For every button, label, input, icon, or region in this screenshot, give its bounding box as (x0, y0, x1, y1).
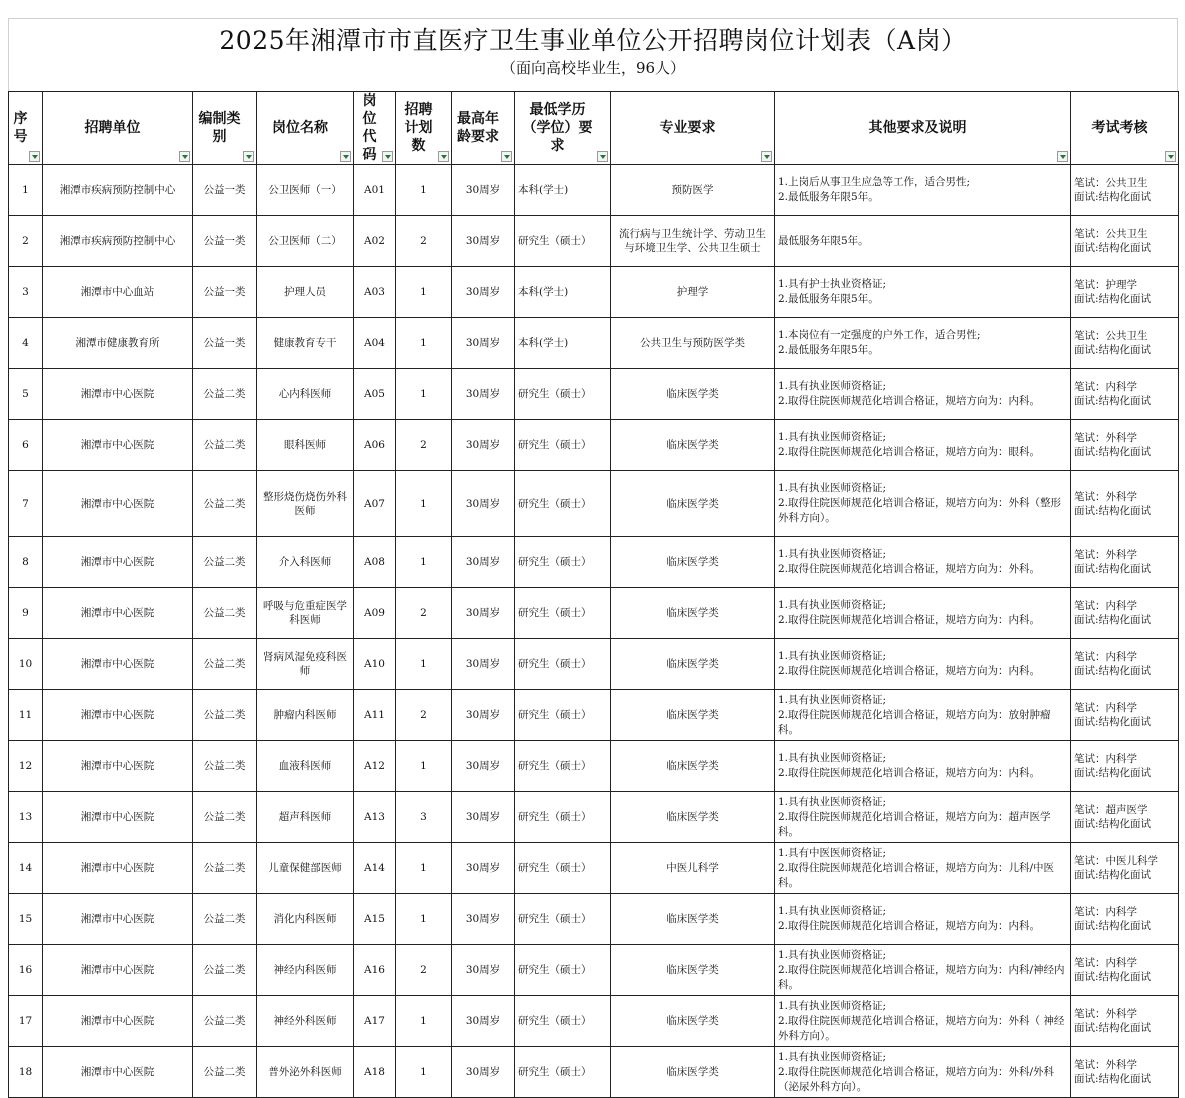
cell-major[interactable]: 临床医学类 (611, 1047, 775, 1098)
table-row (9, 741, 1179, 792)
cell-exam[interactable]: 笔试：外科学 面试:结构化面试 (1071, 1047, 1179, 1098)
table-row (9, 945, 1179, 996)
cell-no[interactable]: 2 (9, 216, 43, 267)
cell-post[interactable]: 神经内科医师 (257, 945, 354, 996)
cell-post[interactable]: 介入科医师 (257, 537, 354, 588)
cell-age[interactable]: 30周岁 (452, 1047, 515, 1098)
header-unit[interactable]: 招聘单位 (43, 92, 193, 165)
cell-major[interactable]: 临床医学类 (611, 369, 775, 420)
header-other[interactable]: 其他要求及说明 (775, 92, 1071, 165)
cell-type[interactable]: 公益二类 (193, 537, 257, 588)
cell-post[interactable]: 健康教育专干 (257, 318, 354, 369)
cell-plan[interactable]: 1 (396, 369, 452, 420)
cell-code[interactable]: A14 (354, 843, 396, 894)
cell-age[interactable]: 30周岁 (452, 690, 515, 741)
cell-age[interactable]: 30周岁 (452, 792, 515, 843)
cell-exam[interactable]: 笔试：护理学 面试:结构化面试 (1071, 267, 1179, 318)
cell-post[interactable]: 整形烧伤烧伤外科医师 (257, 471, 354, 537)
cell-no[interactable]: 17 (9, 996, 43, 1047)
cell-exam[interactable]: 笔试：内科学 面试:结构化面试 (1071, 945, 1179, 996)
cell-exam[interactable]: 笔试：外科学 面试:结构化面试 (1071, 537, 1179, 588)
cell-type[interactable]: 公益一类 (193, 216, 257, 267)
cell-other[interactable]: 1.具有执业医师资格证; 2.取得住院医师规范化培训合格证，规培方向为：眼科。 (775, 420, 1071, 471)
filter-dropdown-icon[interactable] (179, 151, 190, 162)
cell-code[interactable]: A11 (354, 690, 396, 741)
table-row (9, 318, 1179, 369)
cell-unit[interactable]: 湘潭市中心医院 (43, 690, 193, 741)
cell-edu[interactable]: 研究生（硕士） (515, 216, 611, 267)
cell-unit[interactable]: 湘潭市中心医院 (43, 537, 193, 588)
cell-type[interactable]: 公益二类 (193, 1047, 257, 1098)
cell-unit[interactable]: 湘潭市中心医院 (43, 843, 193, 894)
cell-type[interactable]: 公益二类 (193, 894, 257, 945)
table-body (9, 165, 1179, 1098)
cell-type[interactable]: 公益二类 (193, 792, 257, 843)
cell-other[interactable]: 1.具有执业医师资格证; 2.取得住院医师规范化培训合格证，规培方向为：外科（ 神经外科方向）。 (775, 996, 1071, 1047)
filter-dropdown-icon[interactable] (340, 151, 351, 162)
cell-unit[interactable]: 湘潭市中心医院 (43, 945, 193, 996)
cell-other[interactable]: 1.具有执业医师资格证; 2.取得住院医师规范化培训合格证，规培方向为：内科。 (775, 639, 1071, 690)
page-subtitle: （面向高校毕业生，96人） (500, 59, 686, 77)
filter-dropdown-icon[interactable] (382, 151, 393, 162)
cell-age[interactable]: 30周岁 (452, 945, 515, 996)
filter-dropdown-icon[interactable] (501, 151, 512, 162)
cell-exam[interactable]: 笔试：内科学 面试:结构化面试 (1071, 690, 1179, 741)
cell-unit[interactable]: 湘潭市中心医院 (43, 471, 193, 537)
cell-no[interactable]: 1 (9, 165, 43, 216)
cell-other[interactable]: 1.具有执业医师资格证; 2.取得住院医师规范化培训合格证，规培方向为：超声医学科。 (775, 792, 1071, 843)
cell-no[interactable]: 16 (9, 945, 43, 996)
cell-age[interactable]: 30周岁 (452, 420, 515, 471)
cell-other[interactable]: 1.上岗后从事卫生应急等工作，适合男性; 2.最低服务年限5年。 (775, 165, 1071, 216)
cell-other[interactable]: 最低服务年限5年。 (775, 216, 1071, 267)
cell-type[interactable]: 公益二类 (193, 741, 257, 792)
cell-other[interactable]: 1.具有执业医师资格证; 2.取得住院医师规范化培训合格证，规培方向为：内科。 (775, 894, 1071, 945)
cell-post[interactable]: 超声科医师 (257, 792, 354, 843)
cell-type[interactable]: 公益二类 (193, 996, 257, 1047)
cell-code[interactable]: A08 (354, 537, 396, 588)
header-type[interactable]: 编制类别 (193, 92, 257, 165)
cell-post[interactable]: 护理人员 (257, 267, 354, 318)
cell-age[interactable]: 30周岁 (452, 369, 515, 420)
cell-post[interactable]: 眼科医师 (257, 420, 354, 471)
cell-plan[interactable]: 1 (396, 639, 452, 690)
cell-plan[interactable]: 3 (396, 792, 452, 843)
cell-age[interactable]: 30周岁 (452, 588, 515, 639)
header-plan[interactable]: 招聘计划数 (396, 92, 452, 165)
cell-type[interactable]: 公益一类 (193, 267, 257, 318)
filter-dropdown-icon[interactable] (243, 151, 254, 162)
cell-unit[interactable]: 湘潭市健康教育所 (43, 318, 193, 369)
table-header-row (9, 92, 1179, 165)
cell-code[interactable]: A07 (354, 471, 396, 537)
cell-code[interactable]: A09 (354, 588, 396, 639)
cell-unit[interactable]: 湘潭市中心医院 (43, 420, 193, 471)
cell-major[interactable]: 临床医学类 (611, 996, 775, 1047)
table-row (9, 216, 1179, 267)
cell-unit[interactable]: 湘潭市中心医院 (43, 741, 193, 792)
table-row (9, 1047, 1179, 1098)
cell-age[interactable]: 30周岁 (452, 318, 515, 369)
cell-exam[interactable]: 笔试：超声医学 面试:结构化面试 (1071, 792, 1179, 843)
cell-type[interactable]: 公益一类 (193, 165, 257, 216)
cell-unit[interactable]: 湘潭市中心血站 (43, 267, 193, 318)
cell-post[interactable]: 公卫医师（二） (257, 216, 354, 267)
cell-no[interactable]: 7 (9, 471, 43, 537)
header-no[interactable]: 序号 (9, 92, 43, 165)
header-post[interactable]: 岗位名称 (257, 92, 354, 165)
cell-other[interactable]: 1.具有执业医师资格证; 2.取得住院医师规范化培训合格证，规培方向为：内科。 (775, 588, 1071, 639)
cell-no[interactable]: 6 (9, 420, 43, 471)
cell-major[interactable]: 预防医学 (611, 165, 775, 216)
filter-dropdown-icon[interactable] (1057, 151, 1068, 162)
cell-post[interactable]: 公卫医师（一） (257, 165, 354, 216)
cell-post[interactable]: 神经外科医师 (257, 996, 354, 1047)
cell-code[interactable]: A17 (354, 996, 396, 1047)
cell-plan[interactable]: 1 (396, 318, 452, 369)
cell-code[interactable]: A01 (354, 165, 396, 216)
cell-other[interactable]: 1.具有执业医师资格证; 2.取得住院医师规范化培训合格证，规培方向为：放射肿瘤科。 (775, 690, 1071, 741)
cell-unit[interactable]: 湘潭市中心医院 (43, 588, 193, 639)
cell-code[interactable]: A12 (354, 741, 396, 792)
cell-unit[interactable]: 湘潭市疾病预防控制中心 (43, 165, 193, 216)
cell-other[interactable]: 1.具有执业医师资格证; 2.取得住院医师规范化培训合格证，规培方向为：内科/神经内科。 (775, 945, 1071, 996)
table-row (9, 537, 1179, 588)
filter-dropdown-icon[interactable] (1165, 151, 1176, 162)
cell-exam[interactable]: 笔试：内科学 面试:结构化面试 (1071, 894, 1179, 945)
cell-unit[interactable]: 湘潭市中心医院 (43, 792, 193, 843)
cell-exam[interactable]: 笔试：内科学 面试:结构化面试 (1071, 588, 1179, 639)
cell-no[interactable]: 4 (9, 318, 43, 369)
cell-edu[interactable]: 研究生（硕士） (515, 945, 611, 996)
cell-exam[interactable]: 笔试：公共卫生 面试:结构化面试 (1071, 165, 1179, 216)
header-exam[interactable]: 考试考核 (1071, 92, 1179, 165)
cell-exam[interactable]: 笔试：中医儿科学 面试:结构化面试 (1071, 843, 1179, 894)
cell-edu[interactable]: 研究生（硕士） (515, 420, 611, 471)
table-row (9, 639, 1179, 690)
cell-major[interactable]: 临床医学类 (611, 471, 775, 537)
cell-exam[interactable]: 笔试：外科学 面试:结构化面试 (1071, 471, 1179, 537)
cell-plan[interactable]: 1 (396, 996, 452, 1047)
cell-exam[interactable]: 笔试：内科学 面试:结构化面试 (1071, 369, 1179, 420)
cell-edu[interactable]: 本科(学士) (515, 165, 611, 216)
cell-edu[interactable]: 研究生（硕士） (515, 996, 611, 1047)
cell-type[interactable]: 公益二类 (193, 588, 257, 639)
cell-no[interactable]: 18 (9, 1047, 43, 1098)
cell-plan[interactable]: 2 (396, 420, 452, 471)
table-row (9, 267, 1179, 318)
cell-code[interactable]: A10 (354, 639, 396, 690)
cell-edu[interactable]: 研究生（硕士） (515, 471, 611, 537)
cell-no[interactable]: 15 (9, 894, 43, 945)
cell-plan[interactable]: 1 (396, 894, 452, 945)
cell-edu[interactable]: 本科(学士) (515, 267, 611, 318)
cell-major[interactable]: 流行病与卫生统计学、劳动卫生与环境卫生学、公共卫生硕士 (611, 216, 775, 267)
cell-type[interactable]: 公益一类 (193, 318, 257, 369)
cell-type[interactable]: 公益二类 (193, 639, 257, 690)
cell-unit[interactable]: 湘潭市中心医院 (43, 894, 193, 945)
cell-code[interactable]: A03 (354, 267, 396, 318)
cell-exam[interactable]: 笔试：内科学 面试:结构化面试 (1071, 639, 1179, 690)
cell-post[interactable]: 儿童保健部医师 (257, 843, 354, 894)
cell-code[interactable]: A02 (354, 216, 396, 267)
table-row (9, 165, 1179, 216)
cell-plan[interactable]: 1 (396, 1047, 452, 1098)
cell-code[interactable]: A05 (354, 369, 396, 420)
cell-edu[interactable]: 研究生（硕士） (515, 894, 611, 945)
header-major[interactable]: 专业要求 (611, 92, 775, 165)
cell-post[interactable]: 肾病风湿免疫科医师 (257, 639, 354, 690)
cell-major[interactable]: 临床医学类 (611, 639, 775, 690)
cell-exam[interactable]: 笔试：公共卫生 面试:结构化面试 (1071, 318, 1179, 369)
cell-edu[interactable]: 研究生（硕士） (515, 741, 611, 792)
cell-code[interactable]: A04 (354, 318, 396, 369)
cell-exam[interactable]: 笔试：内科学 面试:结构化面试 (1071, 741, 1179, 792)
cell-plan[interactable]: 2 (396, 588, 452, 639)
cell-unit[interactable]: 湘潭市中心医院 (43, 369, 193, 420)
cell-other[interactable]: 1.具有护士执业资格证; 2.最低服务年限5年。 (775, 267, 1071, 318)
cell-major[interactable]: 临床医学类 (611, 945, 775, 996)
cell-post[interactable]: 消化内科医师 (257, 894, 354, 945)
cell-unit[interactable]: 湘潭市中心医院 (43, 639, 193, 690)
cell-major[interactable]: 临床医学类 (611, 690, 775, 741)
cell-other[interactable]: 1.具有执业医师资格证; 2.取得住院医师规范化培训合格证，规培方向为：外科（整形外科方向）。 (775, 471, 1071, 537)
cell-post[interactable]: 肿瘤内科医师 (257, 690, 354, 741)
cell-plan[interactable]: 1 (396, 471, 452, 537)
cell-edu[interactable]: 本科(学士) (515, 318, 611, 369)
cell-edu[interactable]: 研究生（硕士） (515, 369, 611, 420)
cell-edu[interactable]: 研究生（硕士） (515, 1047, 611, 1098)
positions-table (8, 91, 1179, 1098)
cell-unit[interactable]: 湘潭市中心医院 (43, 996, 193, 1047)
cell-exam[interactable]: 笔试：外科学 面试:结构化面试 (1071, 996, 1179, 1047)
cell-age[interactable]: 30周岁 (452, 471, 515, 537)
table-row (9, 996, 1179, 1047)
cell-no[interactable]: 12 (9, 741, 43, 792)
filter-dropdown-icon[interactable] (597, 151, 608, 162)
cell-edu[interactable]: 研究生（硕士） (515, 537, 611, 588)
header-age[interactable]: 最高年龄要求 (452, 92, 515, 165)
cell-other[interactable]: 1.具有执业医师资格证; 2.取得住院医师规范化培训合格证，规培方向为：外科。 (775, 537, 1071, 588)
cell-plan[interactable]: 2 (396, 690, 452, 741)
cell-major[interactable]: 中医儿科学 (611, 843, 775, 894)
table-row (9, 471, 1179, 537)
cell-age[interactable]: 30周岁 (452, 537, 515, 588)
header-code[interactable]: 岗位代码 (354, 92, 396, 165)
table-row (9, 843, 1179, 894)
cell-exam[interactable]: 笔试：公共卫生 面试:结构化面试 (1071, 216, 1179, 267)
cell-no[interactable]: 8 (9, 537, 43, 588)
page-title: 2025年湘潭市市直医疗卫生事业单位公开招聘岗位计划表（A岗） (219, 26, 967, 55)
cell-major[interactable]: 临床医学类 (611, 894, 775, 945)
cell-plan[interactable]: 2 (396, 945, 452, 996)
cell-exam[interactable]: 笔试：外科学 面试:结构化面试 (1071, 420, 1179, 471)
cell-type[interactable]: 公益二类 (193, 420, 257, 471)
cell-code[interactable]: A13 (354, 792, 396, 843)
cell-unit[interactable]: 湘潭市中心医院 (43, 1047, 193, 1098)
cell-no[interactable]: 13 (9, 792, 43, 843)
cell-code[interactable]: A06 (354, 420, 396, 471)
cell-edu[interactable]: 研究生（硕士） (515, 843, 611, 894)
cell-post[interactable]: 心内科医师 (257, 369, 354, 420)
cell-major[interactable]: 临床医学类 (611, 588, 775, 639)
cell-type[interactable]: 公益二类 (193, 843, 257, 894)
title-box (8, 18, 1178, 91)
cell-type[interactable]: 公益二类 (193, 945, 257, 996)
cell-edu[interactable]: 研究生（硕士） (515, 588, 611, 639)
cell-code[interactable]: A15 (354, 894, 396, 945)
cell-post[interactable]: 血液科医师 (257, 741, 354, 792)
table-row (9, 588, 1179, 639)
cell-plan[interactable]: 1 (396, 267, 452, 318)
cell-code[interactable]: A16 (354, 945, 396, 996)
cell-plan[interactable]: 1 (396, 741, 452, 792)
cell-edu[interactable]: 研究生（硕士） (515, 690, 611, 741)
cell-unit[interactable]: 湘潭市疾病预防控制中心 (43, 216, 193, 267)
recruitment-sheet (8, 18, 1178, 1098)
cell-no[interactable]: 10 (9, 639, 43, 690)
cell-no[interactable]: 9 (9, 588, 43, 639)
cell-major[interactable]: 临床医学类 (611, 741, 775, 792)
cell-type[interactable]: 公益二类 (193, 369, 257, 420)
cell-edu[interactable]: 研究生（硕士） (515, 792, 611, 843)
cell-other[interactable]: 1.具有中医医师资格证; 2.取得住院医师规范化培训合格证，规培方向为：儿科/中医科。 (775, 843, 1071, 894)
cell-age[interactable]: 30周岁 (452, 741, 515, 792)
filter-dropdown-icon[interactable] (761, 151, 772, 162)
cell-age[interactable]: 30周岁 (452, 216, 515, 267)
cell-major[interactable]: 护理学 (611, 267, 775, 318)
cell-no[interactable]: 11 (9, 690, 43, 741)
cell-age[interactable]: 30周岁 (452, 267, 515, 318)
cell-age[interactable]: 30周岁 (452, 165, 515, 216)
cell-age[interactable]: 30周岁 (452, 996, 515, 1047)
cell-age[interactable]: 30周岁 (452, 843, 515, 894)
cell-edu[interactable]: 研究生（硕士） (515, 639, 611, 690)
cell-plan[interactable]: 1 (396, 165, 452, 216)
table-row (9, 690, 1179, 741)
cell-major[interactable]: 临床医学类 (611, 537, 775, 588)
table-row (9, 369, 1179, 420)
cell-major[interactable]: 临床医学类 (611, 792, 775, 843)
table-row (9, 792, 1179, 843)
cell-other[interactable]: 1.具有执业医师资格证; 2.取得住院医师规范化培训合格证，规培方向为：内科。 (775, 741, 1071, 792)
cell-plan[interactable]: 1 (396, 843, 452, 894)
filter-dropdown-icon[interactable] (29, 151, 40, 162)
cell-type[interactable]: 公益二类 (193, 471, 257, 537)
cell-age[interactable]: 30周岁 (452, 639, 515, 690)
cell-type[interactable]: 公益二类 (193, 690, 257, 741)
cell-age[interactable]: 30周岁 (452, 894, 515, 945)
cell-post[interactable]: 普外泌外科医师 (257, 1047, 354, 1098)
table-row (9, 894, 1179, 945)
cell-plan[interactable]: 1 (396, 537, 452, 588)
cell-major[interactable]: 临床医学类 (611, 420, 775, 471)
filter-dropdown-icon[interactable] (438, 151, 449, 162)
table-row (9, 420, 1179, 471)
header-edu[interactable]: 最低学历（学位）要求 (515, 92, 611, 165)
cell-no[interactable]: 5 (9, 369, 43, 420)
cell-other[interactable]: 1.本岗位有一定强度的户外工作，适合男性; 2.最低服务年限5年。 (775, 318, 1071, 369)
cell-no[interactable]: 14 (9, 843, 43, 894)
cell-other[interactable]: 1.具有执业医师资格证; 2.取得住院医师规范化培训合格证，规培方向为：内科。 (775, 369, 1071, 420)
cell-major[interactable]: 公共卫生与预防医学类 (611, 318, 775, 369)
cell-plan[interactable]: 2 (396, 216, 452, 267)
cell-code[interactable]: A18 (354, 1047, 396, 1098)
cell-post[interactable]: 呼吸与危重症医学科医师 (257, 588, 354, 639)
cell-other[interactable]: 1.具有执业医师资格证; 2.取得住院医师规范化培训合格证，规培方向为：外科/外科（泌尿外科方向）。 (775, 1047, 1071, 1098)
cell-no[interactable]: 3 (9, 267, 43, 318)
